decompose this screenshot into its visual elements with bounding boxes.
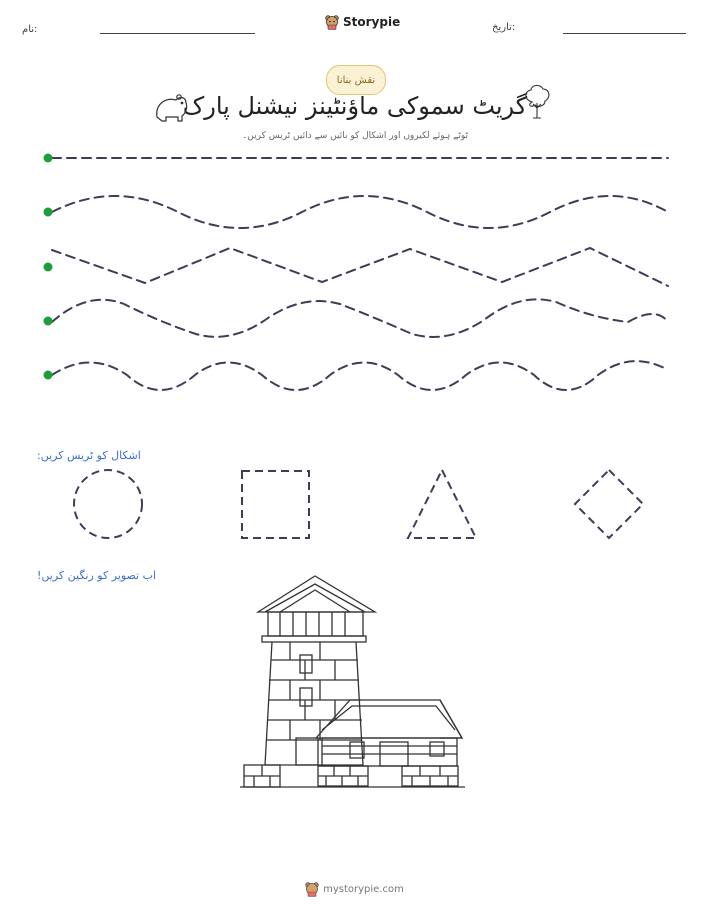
date-label: تاریخ: <box>492 22 516 33</box>
coloring-section-label: اب تصویر کو رنگین کریں! <box>37 569 157 582</box>
name-label: نام: <box>22 24 38 35</box>
brand-name: Storypie <box>343 15 401 29</box>
page-title: گریٹ سموکی ماؤنٹینز نیشنل پارک <box>182 92 528 120</box>
footer <box>0 881 709 897</box>
activity-badge: نقش بنانا <box>326 65 386 95</box>
instructions: ٹوٹے ہوئے لکیروں اور اشکال کو بائیں سے دائیں ٹریس کریں۔ <box>241 131 469 141</box>
footer-site-link[interactable]: mystorypie.com <box>323 883 404 895</box>
shapes-section-label: اشکال کو ٹریس کریں: <box>37 449 141 462</box>
storypie-logo-icon <box>305 881 319 897</box>
